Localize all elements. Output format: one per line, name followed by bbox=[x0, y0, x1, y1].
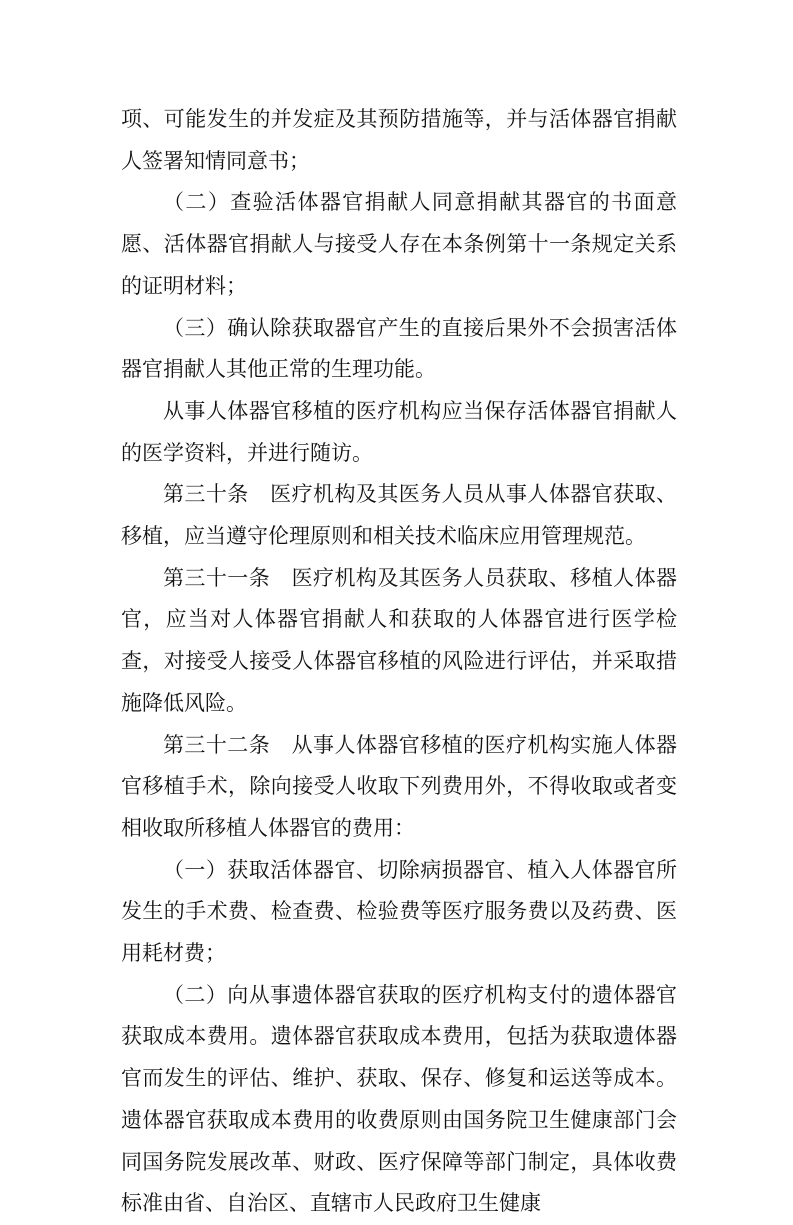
paragraph-article-32: 第三十二条 从事人体器官移植的医疗机构实施人体器官移植手术，除向接受人收取下列费用外，不得收取或者变相收取所移植人体器官的费用： bbox=[121, 732, 677, 840]
paragraph-item-three: （三）确认除获取器官产生的直接后果外不会损害活体器官捐献人其他正常的生理功能。 bbox=[121, 315, 677, 382]
paragraph-fee-item-one: （一）获取活体器官、切除病损器官、植入人体器官所发生的手术费、检查费、检验费等医疗服务费以及药费、医用耗材费； bbox=[121, 857, 677, 966]
paragraph-article-31: 第三十一条 医疗机构及其医务人员获取、移植人体器官，应当对人体器官捐献人和获取的人体器官进行医学检查，对接受人接受人体器官移植的风险进行评估，并采取措施降低风险。 bbox=[121, 565, 677, 715]
paragraph-item-two: （二）查验活体器官捐献人同意捐献其器官的书面意愿、活体器官捐献人与接受人存在本条例第十一条规定关系的证明材料； bbox=[121, 190, 677, 298]
paragraph-continuation: 项、可能发生的并发症及其预防措施等，并与活体器官捐献人签署知情同意书； bbox=[121, 107, 677, 173]
document-body bbox=[121, 99, 677, 1225]
paragraph-fee-item-two: （二）向从事遗体器官获取的医疗机构支付的遗体器官获取成本费用。遗体器官获取成本费用，包括为获取遗体器官而发生的评估、维护、获取、保存、修复和运送等成本。遗体器官获取成本费用的收费原则由国务院卫生健康部门会同国务院发展改革、财政、医疗保障等部门制定，具体收费标准由省、自治区、直辖市人民政府卫生健康 bbox=[121, 982, 677, 1216]
paragraph-records-followup: 从事人体器官移植的医疗机构应当保存活体器官捐献人的医学资料，并进行随访。 bbox=[121, 398, 677, 465]
paragraph-article-30: 第三十条 医疗机构及其医务人员从事人体器官获取、移植，应当遵守伦理原则和相关技术临床应用管理规范。 bbox=[121, 482, 677, 549]
